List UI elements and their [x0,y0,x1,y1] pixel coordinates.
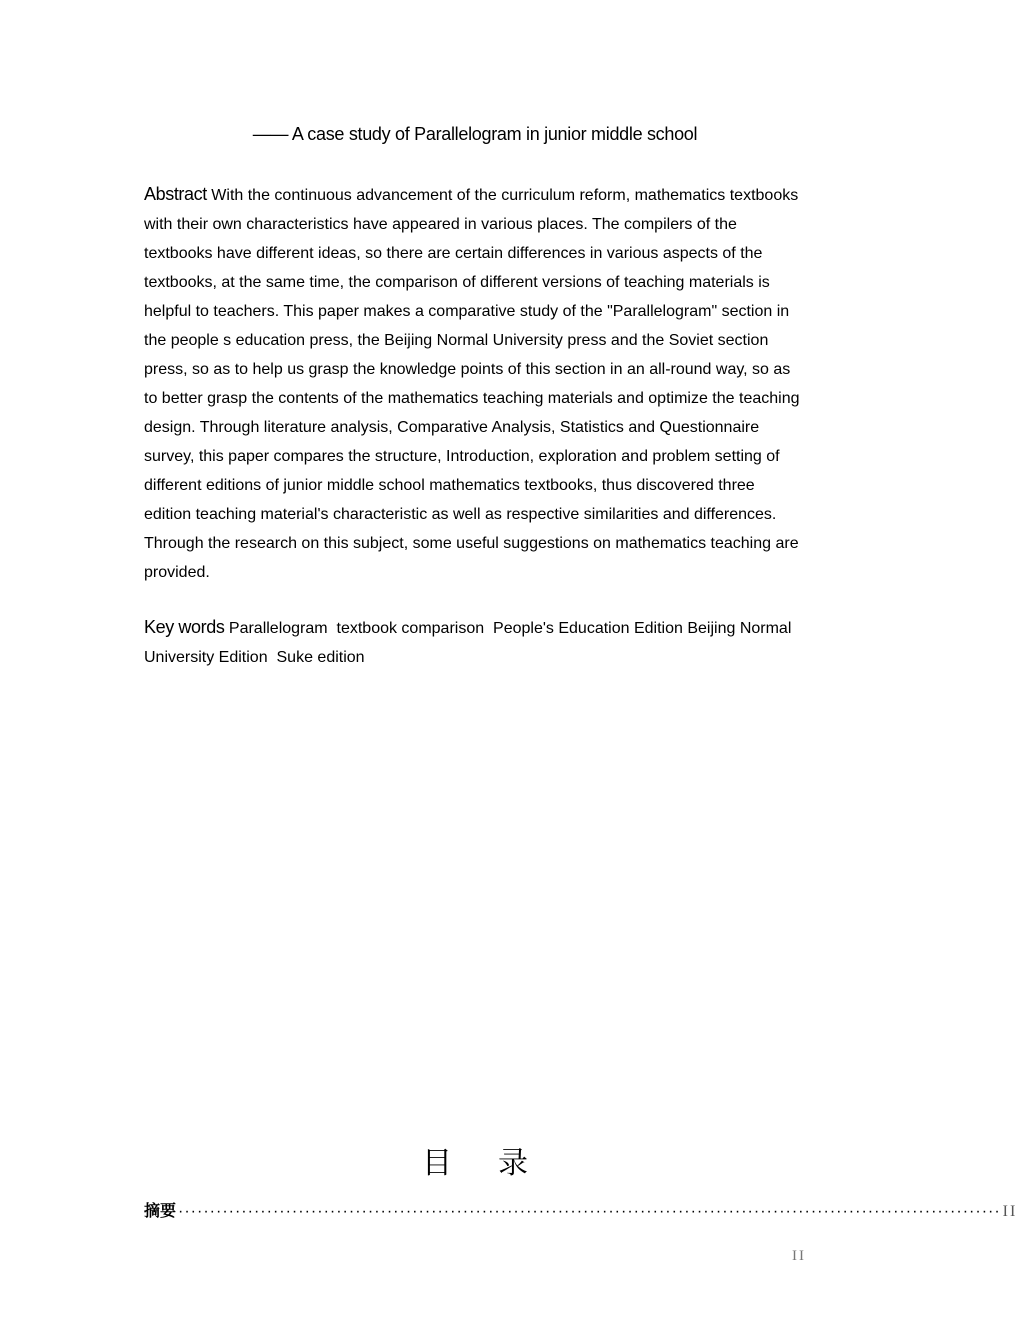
keyword-item: Parallelogram [228,620,328,637]
toc-title [0,1138,950,1182]
toc-entry-label[interactable]: 摘要 [144,1203,177,1220]
keyword-item: textbook comparison [336,620,485,637]
toc-title-char: 目 [422,1147,452,1180]
keyword-item: People's Education Edition [493,620,683,637]
abstract-label: Abstract [144,184,207,204]
abstract-text: With the continuous advancement of the curriculum reform, mathematics textbooks with their own characteristics have appeared in various places. The compilers of the textbooks have different ideas, so there are certain differences in various aspects of the textbooks, at the same time, the comparison of different versions of teaching materials is helpful to teachers. This paper makes a comparative study of the "Parallelogram" section in the people s education press, the Beijing Normal University press and the Soviet section press, so as to help us grasp the knowledge points of this section in an all-round way, so as to better grasp the contents of the mathematics teaching materials and optimize the teaching design. Through literature analysis, Comparative Analysis, Statistics and Questionnaire survey, this paper compares the structure, Introduction, exploration and problem setting of different editions of junior middle school mathematics textbooks, thus discovered three edition teaching material's characteristic as well as respective similarities and differences. Through the research on this subject, some useful suggestions on mathematics teaching are provided. [144,187,800,581]
english-subtitle: —— A case study of Parallelogram in junior middle school [252,124,698,144]
toc-leader-dots: ·································································································································· [178,1203,1001,1220]
toc-entry-page: II [1002,1203,1017,1220]
toc-entry[interactable] [144,1198,1017,1220]
keywords-label: Key words [144,617,225,637]
keyword-item: Suke edition [276,649,365,666]
keywords-paragraph [144,613,804,672]
toc-title-char: 录 [498,1147,528,1180]
page-number: II [792,1248,806,1264]
keyword-item: Beijing Normal University Edition [144,620,792,666]
abstract-paragraph [144,180,804,587]
